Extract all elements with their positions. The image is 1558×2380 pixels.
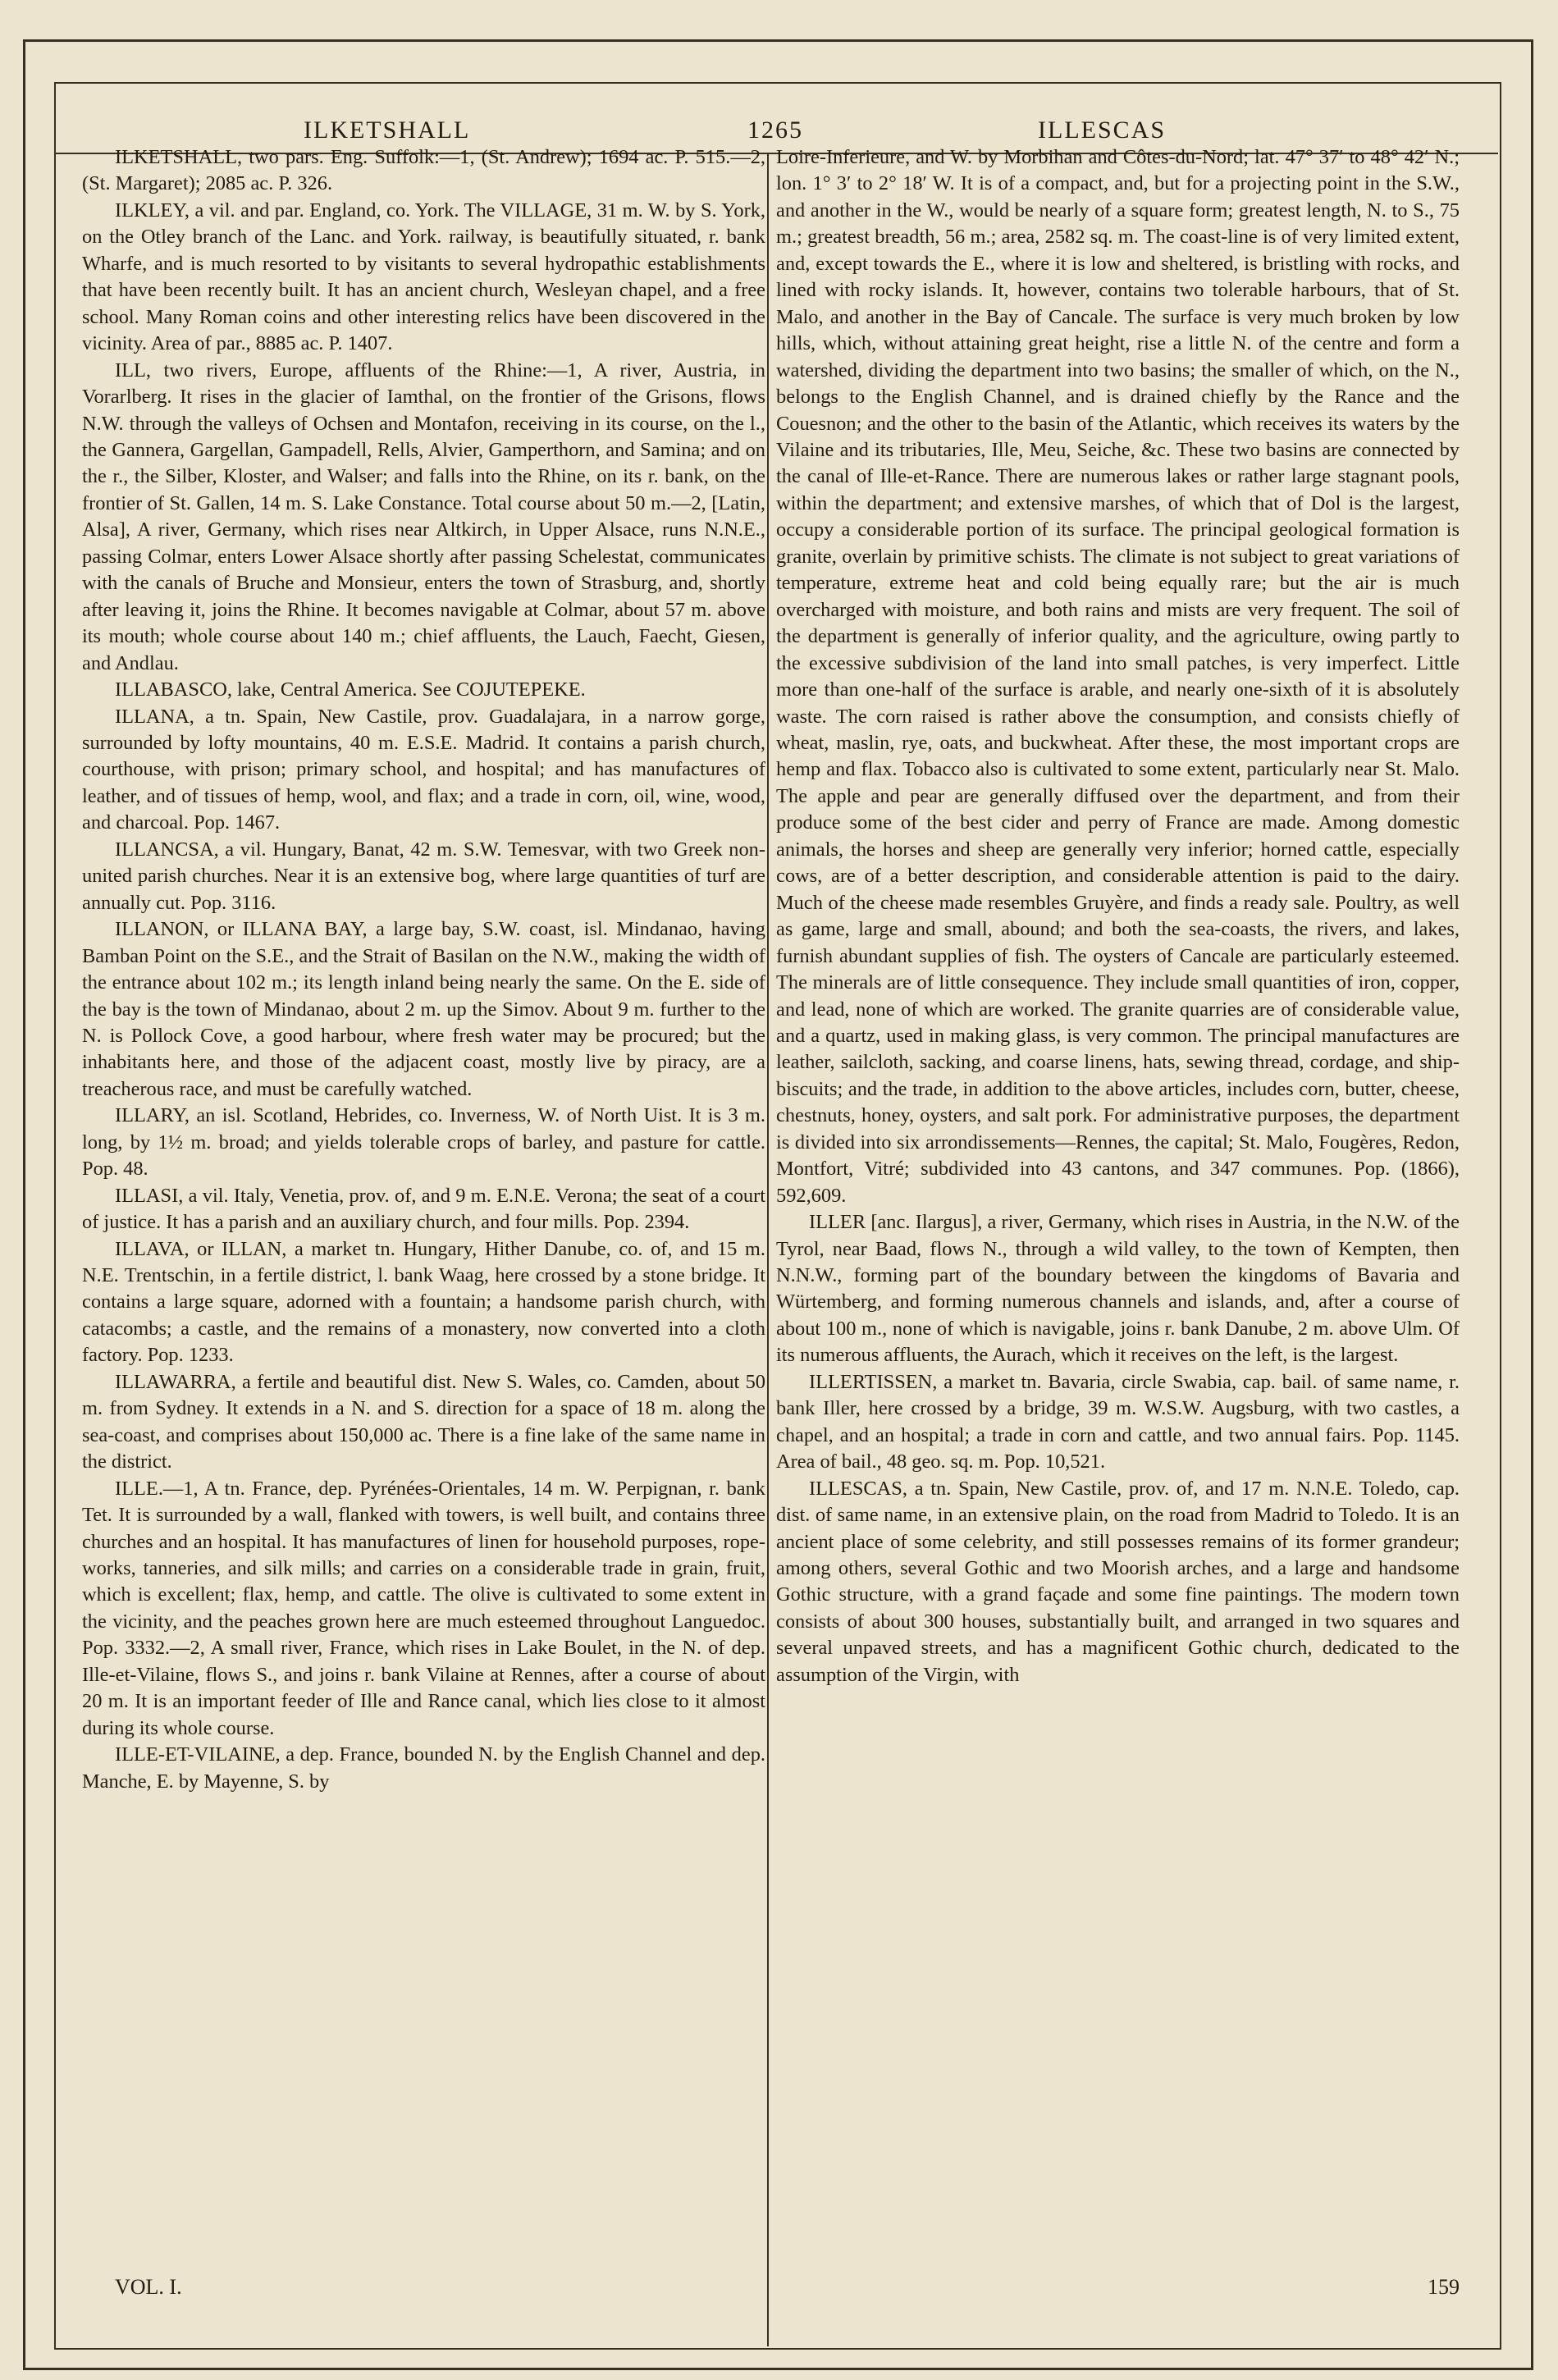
- entry-illava: ILLAVA, or ILLAN, a market tn. Hungary, Hither Danube, co. of, and 15 m. N.E. Trentschin, in a fertile district, l. bank Waag, here crossed by a stone bridge. It contains a large square, adorned with a fountain; a handsome parish church, with catacombs; a castle, and the remains of a monastery, now converted into a cloth factory. Pop. 1233.: [82, 1237, 765, 1367]
- entry-ille: ILLE.—1, A tn. France, dep. Pyrénées-Orientales, 14 m. W. Perpignan, r. bank Tet. It is surrounded by a wall, flanked with towers, is well built, and contains three churches and an hospital. It has manufactures of linen for household purposes, rope-works, tanneries, and silk mills; and carries on a considerable trade in grain, fruit, which is excellent; flax, hemp, and cattle. The olive is cultivated to some extent in the vicinity, and the peaches grown here are much esteemed throughout Languedoc. Pop. 3332.—2, A small river, France, which rises in Lake Boulet, in the N. of dep. Ille-et-Vilaine, flows S., and joins r. bank Vilaine at Rennes, after a course of about 20 m. It is an important feeder of Ille and Rance canal, which lies close to it almost during its whole course.: [82, 1477, 765, 1739]
- right-column: [776, 144, 1460, 2277]
- entry-illary: ILLARY, an isl. Scotland, Hebrides, co. Inverness, W. of North Uist. It is 3 m. long, by 1½ m. broad; and yields tolerable crops of barley, and pasture for cattle. Pop. 48.: [82, 1104, 765, 1181]
- page-number: 1265: [747, 116, 803, 144]
- entry-illana: ILLANA, a tn. Spain, New Castile, prov. Guadalajara, in a narrow gorge, surrounded by lofty mountains, 40 m. E.S.E. Madrid. It contains a parish church, courthouse, with prison; primary school, and hospital; and has manufactures of leather, and of tissues of hemp, wool, and flax; and a trade in corn, oil, wine, wood, and charcoal. Pop. 1467.: [82, 705, 765, 834]
- entry-ille-et-vilaine-continued: Loire-Inferieure, and W. by Morbihan and Côtes-du-Nord; lat. 47° 37′ to 48° 42′ N.; lon. 1° 3′ to 2° 18′ W. It is of a compact, and, but for a projecting point in the S.W., and another in the W., would be nearly of a square form; greatest length, N. to S., 75 m.; greatest breadth, 56 m.; area, 2582 sq. m. The coast-line is of very limited extent, and, except towards the E., where it is low and sheltered, is bristling with rocks, and lined with rocky islands. It, however, contains two tolerable harbours, that of St. Malo, and another in the Bay of Cancale. The surface is very much broken by low hills, which, without attaining great height, rise a little N. of the centre and form a watershed, dividing the department into two basins; the smaller of which, on the N., belongs to the English Channel, and is drained chiefly by the Rance and the Couesnon; and the other to the basin of the Atlantic, which receives its waters by the Vilaine and its tributaries, Ille, Meu, Seiche, &c. These two basins are connected by the canal of Ille-et-Rance. There are numerous lakes or rather large stagnant pools, within the department; and extensive marshes, of which that of Dol is the largest, occupy a considerable portion of its surface. The principal geological formation is granite, overlain by primitive schists. The climate is not subject to great variations of temperature, extreme heat and cold being equally rare; but the air is much overcharged with moisture, and both rains and mists are very frequent. The soil of the department is generally of inferior quality, and the agriculture, owing partly to the excessive subdivision of the land into small patches, is very imperfect. Little more than one-half of the surface is arable, and nearly one-sixth of it is absolutely waste. The corn raised is rather above the consumption, and consists chiefly of wheat, maslin, rye, oats, and buckwheat. After these, the most important crops are hemp and flax. Tobacco also is cultivated to some extent, particularly near St. Malo. The apple and pear are generally diffused over the department, and from their produce some of the best cider and perry of France are made. Among domestic animals, the horses and sheep are generally very inferior; horned cattle, especially cows, are of a better description, and considerable attention is paid to the dairy. Much of the cheese made resembles Gruyère, and finds a ready sale. Poultry, as well as game, large and small, abound; and both the sea-coasts, the rivers, and lakes, furnish abundant supplies of fish. The oysters of Cancale are particularly esteemed. The minerals are of little consequence. They include small quantities of iron, copper, and lead, none of which are worked. The granite quarries are of considerable value, and a quartz, used in making glass, is very common. The principal manufactures are leather, sailcloth, sacking, and coarse linens, hats, sewing thread, cordage, and ship-biscuits; and the trade, in addition to the above articles, includes corn, butter, cheese, chestnuts, honey, oysters, and salt pork. For administrative purposes, the department is divided into six arrondissements—Rennes, the capital; St. Malo, Fougères, Redon, Montfort, Vitré; subdivided into 43 cantons, and 347 communes. Pop. (1866), 592,609.: [776, 146, 1460, 1207]
- header-left-catchword: ILKETSHALL: [304, 116, 471, 144]
- column-divider: [767, 154, 769, 2346]
- entry-ill: ILL, two rivers, Europe, affluents of the Rhine:—1, A river, Austria, in Vorarlberg. It rises in the glacier of Iamthal, on the frontier of the Grisons, flows N.W. through the valleys of Ochsen and Montafon, receiving in its course, on the l., the Gannera, Gargellan, Gampadell, Rells, Alvier, Gamperthorn, and Samina; and on the r., the Silber, Kloster, and Walser; and falls into the Rhine, on its r. bank, on the frontier of St. Gallen, 14 m. S. Lake Constance. Total course about 50 m.—2, [Latin, Alsa], A river, Germany, which rises near Altkirch, in Upper Alsace, runs N.N.E., passing Colmar, enters Lower Alsace shortly after passing Schelestat, communicates with the canals of Bruche and Monsieur, enters the town of Strasburg, and, shortly after leaving it, joins the Rhine. It becomes navigable at Colmar, about 57 m. above its mouth; whole course about 140 m.; chief affluents, the Lauch, Faecht, Giesen, and Andlau.: [82, 359, 765, 674]
- volume-label: VOL. I.: [115, 2275, 182, 2299]
- signature-mark: 159: [1428, 2275, 1460, 2299]
- entry-illertissen: ILLERTISSEN, a market tn. Bavaria, circle Swabia, cap. bail. of same name, r. bank Iller, here crossed by a bridge, 39 m. W.S.W. Augsburg, with two castles, a chapel, and an hospital; a trade in corn and cattle, and two annual fairs. Pop. 1145. Area of bail., 48 geo. sq. m. Pop. 10,521.: [776, 1370, 1460, 1473]
- entry-illasi: ILLASI, a vil. Italy, Venetia, prov. of, and 9 m. E.N.E. Verona; the seat of a court of justice. It has a parish and an auxiliary church, and four mills. Pop. 2394.: [82, 1184, 765, 1234]
- entry-ille-et-vilaine: ILLE-ET-VILAINE, a dep. France, bounded N. by the English Channel and dep. Manche, E. by Mayenne, S. by: [82, 1743, 765, 1793]
- entry-ilkley: ILKLEY, a vil. and par. England, co. York. The VILLAGE, 31 m. W. by S. York, on the Otley branch of the Lanc. and York. railway, is beautifully situated, r. bank Wharfe, and is much resorted to by visitants to several hydropathic establishments that have been recently built. It has an ancient church, Wesleyan chapel, and a free school. Many Roman coins and other interesting relics have been discovered in the vicinity. Area of par., 8885 ac. P. 1407.: [82, 199, 765, 355]
- entry-illescas: ILLESCAS, a tn. Spain, New Castile, prov. of, and 17 m. N.N.E. Toledo, cap. dist. of same name, in an extensive plain, on the road from Madrid to Toledo. It is an ancient place of some celebrity, and still possesses remains of its former grandeur; among others, several Gothic and two Moorish arches, and a large and handsome Gothic structure, with a grand façade and some fine paintings. The modern town consists of about 300 houses, substantially built, and arranged in two squares and several unpaved streets, and has a magnificent Gothic church, dedicated to the assumption of the Virgin, with: [776, 1477, 1460, 1686]
- entry-illabasco: ILLABASCO, lake, Central America. See COJUTEPEKE.: [115, 678, 586, 701]
- entry-illanon: ILLANON, or ILLANA BAY, a large bay, S.W. coast, isl. Mindanao, having Bamban Point on the S.E., and the Strait of Basilan on the N.W., making the width of the entrance about 102 m.; its length inland being nearly the same. On the E. side of the bay is the town of Mindanao, about 2 m. up the Simov. About 9 m. further to the N. is Pollock Cove, a good harbour, where fresh water may be procured; but the inhabitants here, and those of the adjacent coast, mostly live by piracy, are a treacherous race, and must be carefully watched.: [82, 918, 765, 1100]
- entry-ilketshall: ILKETSHALL, two pars. Eng. Suffolk:—1, (St. Andrew); 1694 ac. P. 515.—2, (St. Margaret); 2085 ac. P. 326.: [82, 146, 765, 195]
- left-column: [82, 144, 765, 2277]
- entry-illawarra: ILLAWARRA, a fertile and beautiful dist. New S. Wales, co. Camden, about 50 m. from Sydney. It extends in a N. and S. direction for a space of 18 m. along the sea-coast, and comprises about 150,000 ac. There is a fine lake of the same name in the district.: [82, 1370, 765, 1473]
- header-right-catchword: ILLESCAS: [1038, 116, 1167, 144]
- entry-illancsa: ILLANCSA, a vil. Hungary, Banat, 42 m. S.W. Temesvar, with two Greek non-united parish churches. Near it is an extensive bog, where large quantities of turf are annually cut. Pop. 3116.: [82, 838, 765, 914]
- entry-iller: ILLER [anc. Ilargus], a river, Germany, which rises in Austria, in the N.W. of the Tyrol, near Baad, flows N., through a wild valley, to the town of Kempten, then N.N.W., forming part of the boundary between the kingdoms of Bavaria and Würtemberg, and forming numerous channels and islands, and, after a course of about 100 m., none of which is navigable, joins r. bank Danube, 2 m. above Ulm. Of its numerous affluents, the Aurach, which it receives on the left, is the largest.: [776, 1211, 1460, 1367]
